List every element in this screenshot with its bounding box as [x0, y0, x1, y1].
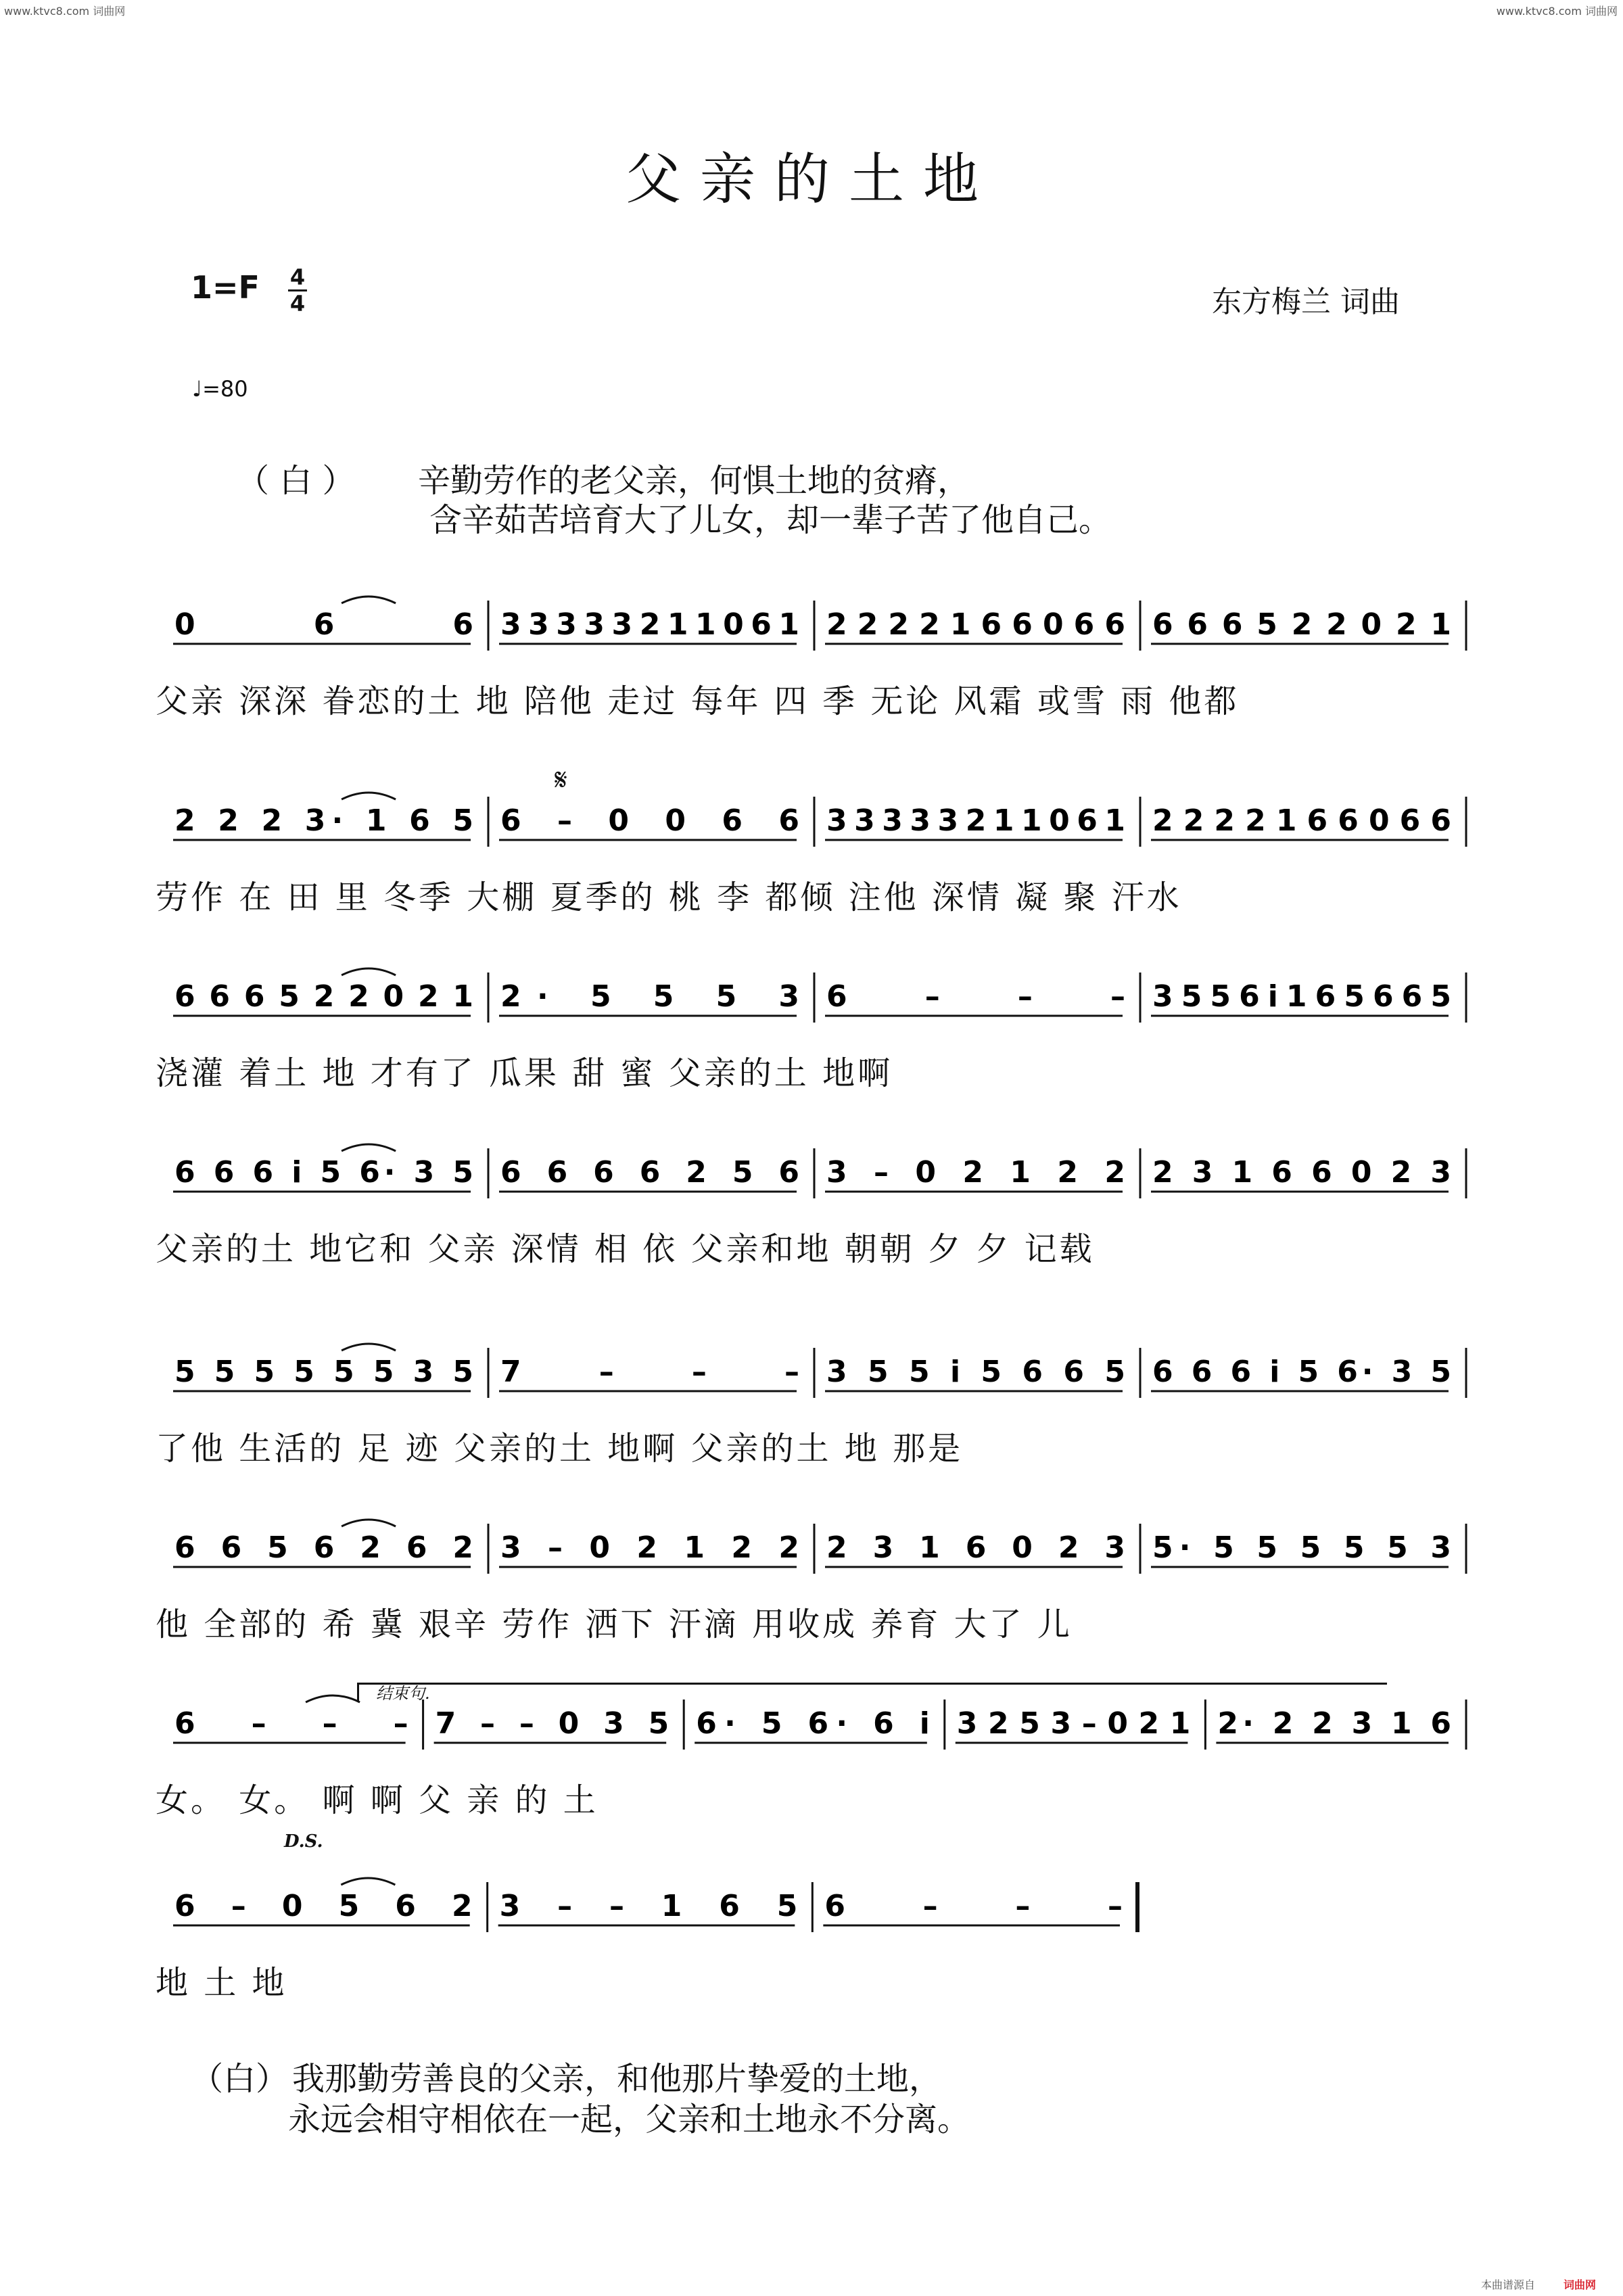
measure-notes: 6 6 6 5 2 2 0 2 1 — [174, 979, 473, 1014]
measure-notes: 3 2 5 3 – 0 2 1 — [956, 1706, 1191, 1741]
spoken-outro-line2: 永远会相守相依在一起，父亲和土地永不分离。 — [288, 2101, 970, 2138]
measure-notes: 3 3 3 3 3 2 1 1 0 6 1 — [500, 607, 799, 642]
score-row — [0, 1694, 1623, 1870]
tempo-marking: ♩=80 — [192, 376, 248, 402]
measure-notes: 2 3 1 6 0 2 3 — [826, 1530, 1125, 1565]
time-signature — [284, 265, 311, 316]
measure-notes: 7 – – – — [500, 1355, 799, 1389]
score-row — [0, 1518, 1623, 1694]
spoken-intro-label: （ 白 ） — [237, 462, 355, 500]
lyrics-line: 父亲 深深 眷恋的土 地 陪他 走过 每年 四 季 无论 风霜 或雪 雨 他都 — [156, 682, 1240, 720]
ending-bracket — [357, 1683, 1387, 1701]
slur-mark — [342, 1520, 396, 1526]
song-title: 父亲的土地 — [625, 147, 997, 212]
measure-notes: 3 – – 1 6 5 — [499, 1889, 798, 1923]
measure-notes: 2 2 2 2 1 6 6 0 6 6 — [1152, 803, 1451, 838]
measure-notes: 2 2 2 2 1 6 6 0 6 6 — [826, 607, 1125, 642]
score-row — [0, 967, 1623, 1143]
lyrics-line: 了他 生活的 足 迹 父亲的土 地啊 父亲的土 地 那是 — [156, 1430, 964, 1468]
watermark-bottom: 本曲谱源自 — [1480, 2278, 1535, 2291]
measure-notes: 3 3 3 3 3 2 1 1 0 6 1 — [826, 803, 1125, 838]
measure-notes: 6 – – – — [174, 1706, 408, 1741]
measure-notes: 6· 5 6· 6 i — [696, 1706, 930, 1741]
measure-notes: 2· 5 5 5 3 — [500, 979, 799, 1014]
score-row — [0, 1143, 1623, 1319]
time-signature-bottom: 4 — [289, 291, 306, 317]
lyrics-line: 父亲的土 地它和 父亲 深情 相 依 父亲和地 朝朝 夕 夕 记载 — [156, 1230, 1095, 1268]
ending-label: 结束句. — [376, 1684, 430, 1703]
measure-notes: 5· 5 5 5 5 5 3 — [1152, 1530, 1451, 1565]
spoken-outro-line1: 我那勤劳善良的父亲，和他那片挚爱的土地， — [292, 2060, 942, 2098]
lyrics-line: 他 全部的 希 冀 艰辛 劳作 洒下 汗滴 用收成 养育 大了 儿 — [156, 1606, 1073, 1643]
watermark-left: www.ktvc8.com 词曲网 — [4, 5, 126, 18]
measure-notes: 0 6 6 — [174, 607, 473, 642]
measure-notes: 3 5 5 6 i 1 6 5 6 6 5 — [1152, 979, 1451, 1014]
measure-notes: 2 2 2 3· 1 6 5 — [174, 803, 473, 838]
score-row — [0, 595, 1623, 771]
measure-notes: 2· 2 2 3 1 6 — [1217, 1706, 1451, 1741]
lyrics-line: 地 土 地 — [156, 1964, 287, 2002]
measure-notes: 6 – – – — [826, 979, 1125, 1014]
measure-notes: 6 6 6 5 2 2 0 2 1 — [1152, 607, 1451, 642]
spoken-intro-line1: 辛勤劳作的老父亲，何惧土地的贫瘠， — [418, 462, 970, 500]
measure-notes: 6 – 0 0 6 6 — [500, 803, 799, 838]
score-row — [0, 791, 1623, 967]
spoken-intro-line2: 含辛茹苦培育大了儿女，却一辈子苦了他自己。 — [429, 501, 1112, 539]
measure-notes: 6 6 6 6 2 5 6 — [500, 1155, 799, 1190]
spoken-outro-label: （白） — [191, 2060, 289, 2098]
slur-mark — [342, 596, 396, 603]
slur-mark — [342, 793, 396, 799]
lyrics-line: 浇灌 着土 地 才有了 瓜果 甜 蜜 父亲的土 地啊 — [156, 1054, 893, 1092]
lyrics-line: 女。 女。 啊 啊 父 亲 的 土 — [156, 1781, 598, 1819]
score-row — [0, 1877, 1623, 2053]
measure-notes: 3 – 0 2 1 2 2 — [826, 1155, 1125, 1190]
watermark-bottom-brand: 词曲网 — [1563, 2278, 1596, 2291]
watermark-right: www.ktvc8.com 词曲网 — [1496, 5, 1618, 18]
measure-notes: 2 3 1 6 6 0 2 3 — [1152, 1155, 1451, 1190]
measure-notes: 3 5 5 i 5 6 6 5 — [826, 1355, 1125, 1389]
measure-notes: 7 – – 0 3 5 — [435, 1706, 669, 1741]
key-signature: 1=F — [191, 269, 260, 306]
measure-notes: 3 – 0 2 1 2 2 — [500, 1530, 799, 1565]
slur-mark — [342, 968, 396, 975]
time-signature-top: 4 — [289, 264, 306, 290]
slur-mark — [306, 1695, 360, 1702]
measure-notes: 5 5 5 5 5 5 3 5 — [174, 1355, 473, 1389]
segno-sign: 𝄋 — [555, 763, 567, 797]
score-row — [0, 1342, 1623, 1518]
slur-mark — [342, 1344, 396, 1351]
measure-notes: 6 – 0 5 6 2 — [174, 1889, 473, 1923]
measure-notes: 6 – – – — [824, 1889, 1123, 1923]
measure-notes: 6 6 6 i 5 6· 3 5 — [1152, 1355, 1451, 1389]
lyrics-line: 劳作 在 田 里 冬季 大棚 夏季的 桃 李 都倾 注他 深情 凝 聚 汗水 — [156, 878, 1182, 916]
measure-notes: 6 6 6 i 5 6· 3 5 — [174, 1155, 473, 1190]
composer-credit: 东方梅兰 词曲 — [1212, 285, 1400, 319]
slur-mark — [342, 1144, 396, 1151]
measure-notes: 6 6 5 6 2 6 2 — [174, 1530, 473, 1565]
ds-marking: D.S. — [284, 1831, 323, 1852]
slur-mark — [341, 1878, 395, 1885]
